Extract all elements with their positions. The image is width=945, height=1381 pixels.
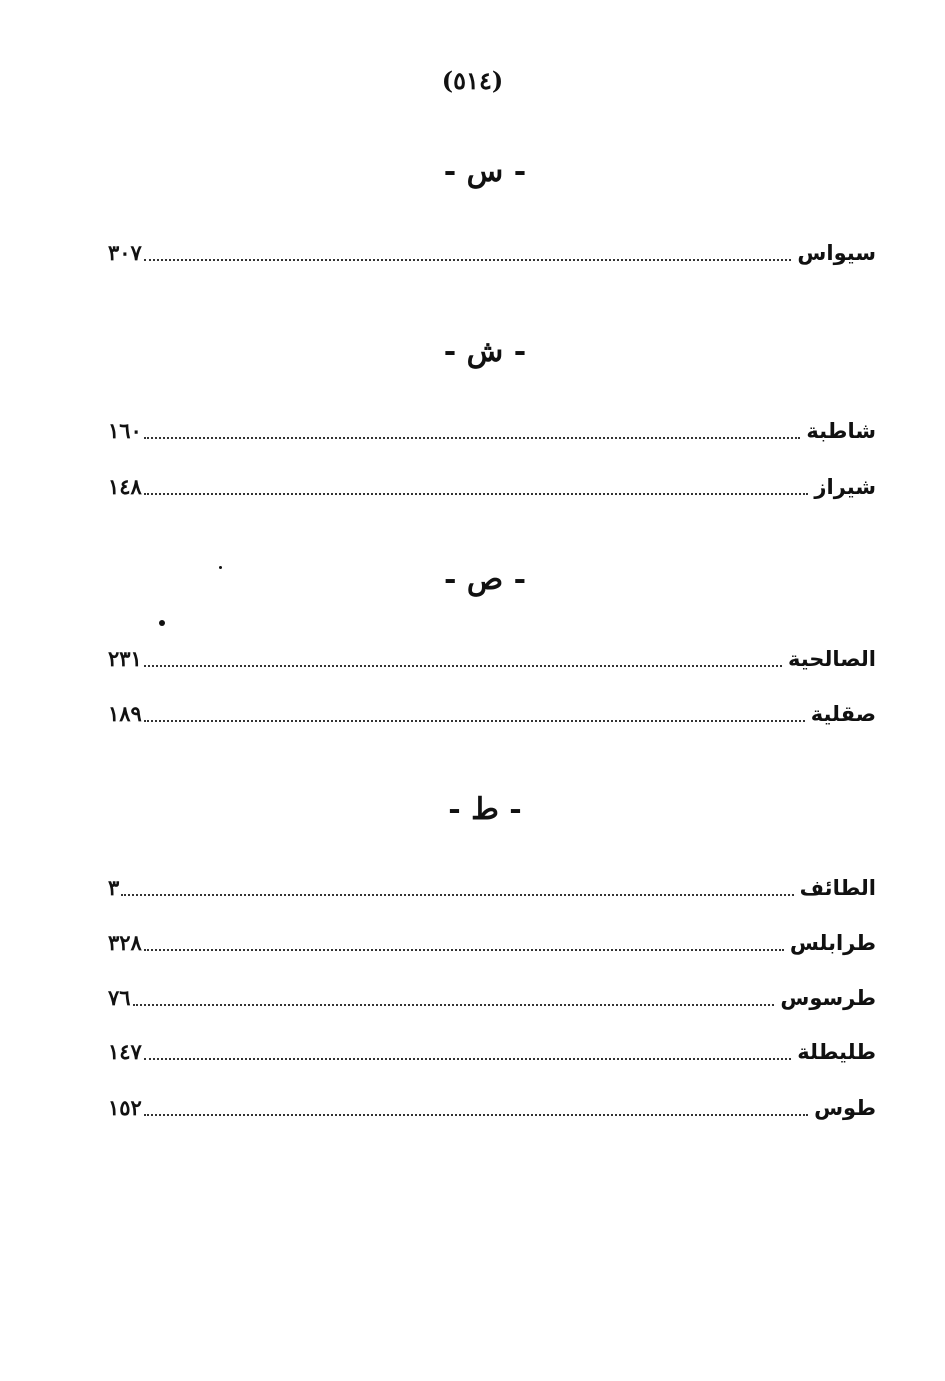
scan-speck	[219, 566, 222, 569]
entry-page-number: ٢٣١	[108, 646, 142, 671]
entry-name: طرابلس	[789, 931, 876, 955]
dot-leader	[133, 1004, 775, 1006]
index-entry	[108, 926, 876, 960]
entry-page-number: ٣٠٧	[108, 240, 142, 265]
dot-leader	[144, 720, 805, 722]
entry-name: الطائف	[799, 876, 876, 900]
dot-leader	[144, 1114, 808, 1116]
scan-speck	[159, 620, 165, 626]
section-heading-sad: - ص -	[443, 562, 527, 597]
entry-page-number: ١٨٩	[108, 701, 142, 726]
entry-name: الصالحية	[788, 647, 876, 671]
index-entry	[108, 236, 876, 270]
entry-name: سيواس	[797, 241, 876, 265]
entry-name: شاطبة	[806, 419, 876, 443]
dot-leader	[144, 259, 792, 261]
entry-page-number: ١٤٧	[108, 1039, 142, 1064]
index-entry	[108, 414, 876, 448]
dot-leader	[144, 1058, 791, 1060]
index-entry	[108, 1035, 876, 1069]
dot-leader	[144, 665, 782, 667]
entry-name: شيراز	[814, 475, 876, 499]
entry-name: طرسوس	[780, 986, 876, 1010]
index-entry	[108, 470, 876, 504]
index-entry	[108, 981, 876, 1015]
entry-page-number: ٧٦	[108, 985, 131, 1010]
entry-page-number: ٣٢٨	[108, 930, 142, 955]
dot-leader	[144, 493, 809, 495]
index-entry	[108, 697, 876, 731]
dot-leader	[144, 949, 784, 951]
dot-leader	[144, 437, 801, 439]
entry-page-number: ٣	[108, 875, 120, 900]
section-heading-sheen: - ش -	[443, 334, 527, 369]
entry-page-number: ١٤٨	[108, 474, 142, 499]
entry-page-number: ١٦٠	[108, 418, 142, 443]
dot-leader	[121, 894, 793, 896]
entry-page-number: ١٥٢	[108, 1095, 142, 1120]
section-heading-taa: - ط -	[448, 792, 522, 827]
page-number: (٥١٤)	[441, 66, 504, 95]
index-entry	[108, 871, 876, 905]
index-entry	[108, 642, 876, 676]
entry-name: طوس	[814, 1096, 876, 1120]
section-heading-seen: - س -	[443, 154, 527, 189]
entry-name: صقلية	[810, 702, 876, 726]
entry-name: طليطلة	[797, 1040, 876, 1064]
index-entry	[108, 1091, 876, 1125]
